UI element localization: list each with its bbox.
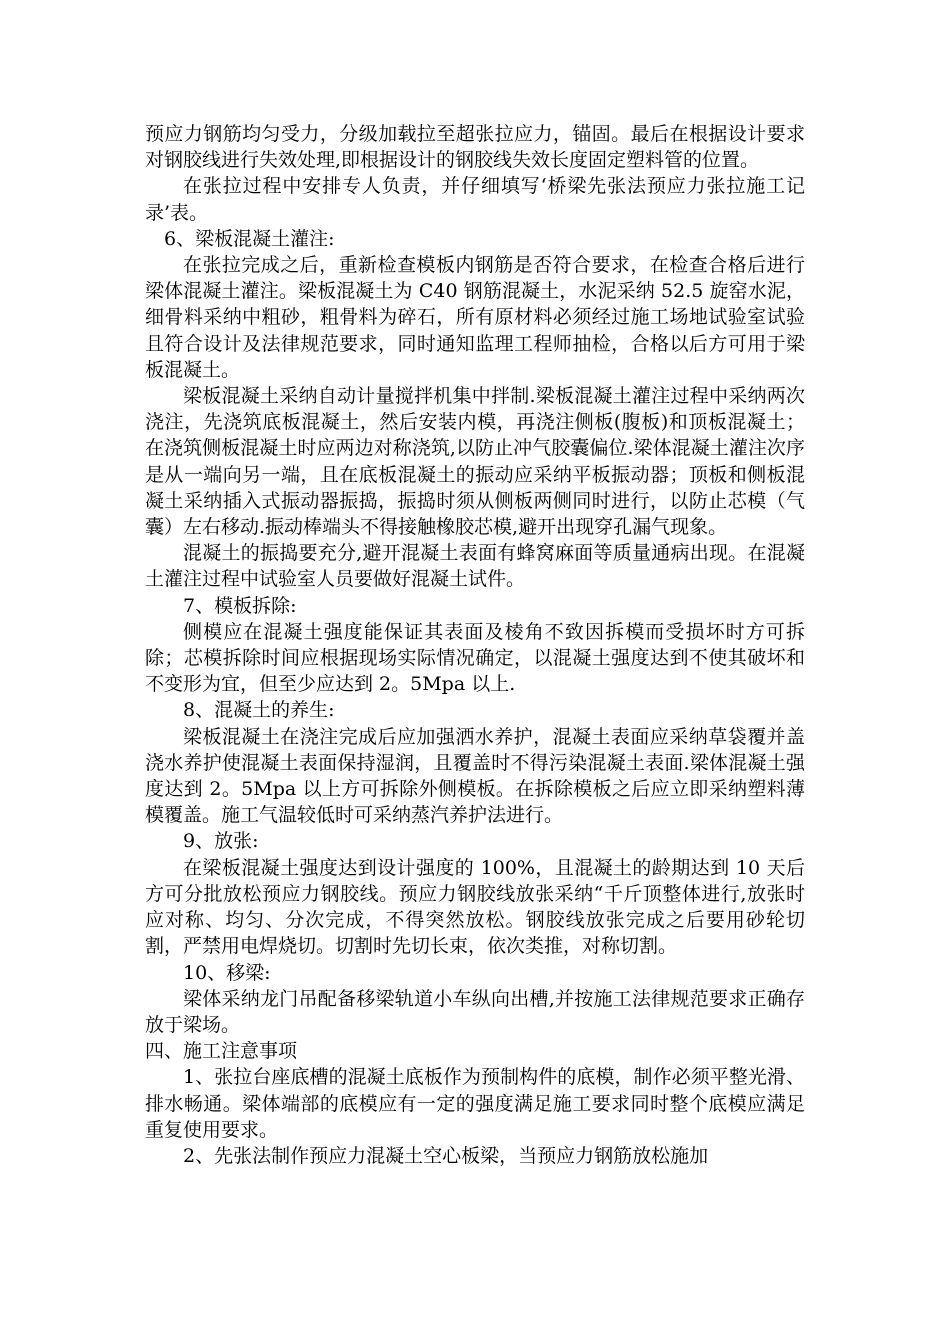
chapter-heading-4: 四、施工注意事项 — [145, 1040, 298, 1063]
paragraph-4: 在张拉完成之后，重新检查模板内钢筋是否符合要求，在检查合格后进行梁体混凝土灌注。梁板混凝土为 C40 钢筋混凝土，水泥采纳 52.5 旋窑水泥，细骨料采纳中粗砂，粗骨料为碎石，所有原材料必须经过施工场地试验室试验且符合设计及法律规范要求，同时通知监理工程师抽检，合格以后方可用于梁板混凝土。 — [145, 254, 805, 381]
paragraph-2: 在张拉过程中安排专人负责，并仔细填写‘桥梁先张法预应力张拉施工记录’表。 — [145, 175, 805, 224]
section-heading-10: 10、移梁: — [183, 961, 271, 984]
paragraph-6: 混凝土的振捣要充分,避开混凝土表面有蜂窝麻面等质量通病出现。在混凝土灌注过程中试验室人员要做好混凝土试件。 — [145, 542, 805, 591]
document-page — [145, 121, 805, 1169]
paragraph-8: 侧模应在混凝土强度能保证其表面及棱角不致因拆模而受损坏时方可拆除；芯模拆除时间应根据现场实际情况确定，以混凝土强度达到不使其破坏和不变形为宜，但至少应达到 2。5Mpa 以上. — [145, 620, 805, 696]
section-heading-6: 6、梁板混凝土灌注: — [164, 227, 335, 250]
paragraph-5: 梁板混凝土采纳自动计量搅拌机集中拌制.梁板混凝土灌注过程中采纳两次浇注，先浇筑底板混凝土，然后安装内模，再浇注侧板(腹板)和顶板混凝土；在浇筑侧板混凝土时应两边对称浇筑,以防止冲气胶囊偏位.梁体混凝土灌注次序是从一端向另一端，且在底板混凝土的振动应采纳平板振动器；顶板和侧板混凝土采纳插入式振动器振捣，振捣时须从侧板两侧同时进行，以防止芯模（气囊）左右移动.振动棒端头不得接触橡胶芯模,避开出现穿孔漏气现象。 — [145, 385, 805, 539]
paragraph-14: 梁体采纳龙门吊配备移梁轨道小车纵向出槽,并按施工法律规范要求正确存放于梁场。 — [145, 987, 805, 1036]
section-heading-7: 7、模板拆除: — [183, 594, 297, 617]
section-heading-9: 9、放张: — [183, 830, 259, 853]
paragraph-12: 在梁板混凝土强度达到设计强度的 100%，且混凝土的龄期达到 10 天后方可分批放松预应力钢胶线。预应力钢胶线放张采纳“千斤顶整体进行,放张时应对称、均匀、分次完成，不得突然放松。钢胶线放张完成之后要用砂轮切割，严禁用电焊烧切。切割时先切长束，依次类推，对称切割。 — [145, 856, 805, 958]
paragraph-16: 1、张拉台座底槽的混凝土底板作为预制构件的底模，制作必须平整光滑、排水畅通。梁体端部的底模应有一定的强度满足施工要求同时整个底模应满足重复使用要求。 — [145, 1066, 805, 1141]
paragraph-10: 梁板混凝土在浇注完成后应加强洒水养护，混凝土表面应采纳草袋覆并盖浇水养护使混凝土表面保持湿润，且覆盖时不得污染混凝土表面.梁体混凝土强度达到 2。5Mpa 以上方可拆除外侧模板。在拆除模板之后应立即采纳塑料薄模覆盖。施工气温较低时可采纳蒸汽养护法进行。 — [145, 725, 805, 827]
paragraph-17: 2、先张法制作预应力混凝土空心板梁，当预应力钢筋放松施加 — [183, 1144, 709, 1167]
section-heading-8: 8、混凝土的养生: — [183, 699, 335, 722]
paragraph-1: 预应力钢筋均匀受力，分级加载拉至超张拉应力，锚固。最后在根据设计要求对钢胶线进行失效处理,即根据设计的钢胶线失效长度固定塑料管的位置。 — [145, 123, 805, 172]
